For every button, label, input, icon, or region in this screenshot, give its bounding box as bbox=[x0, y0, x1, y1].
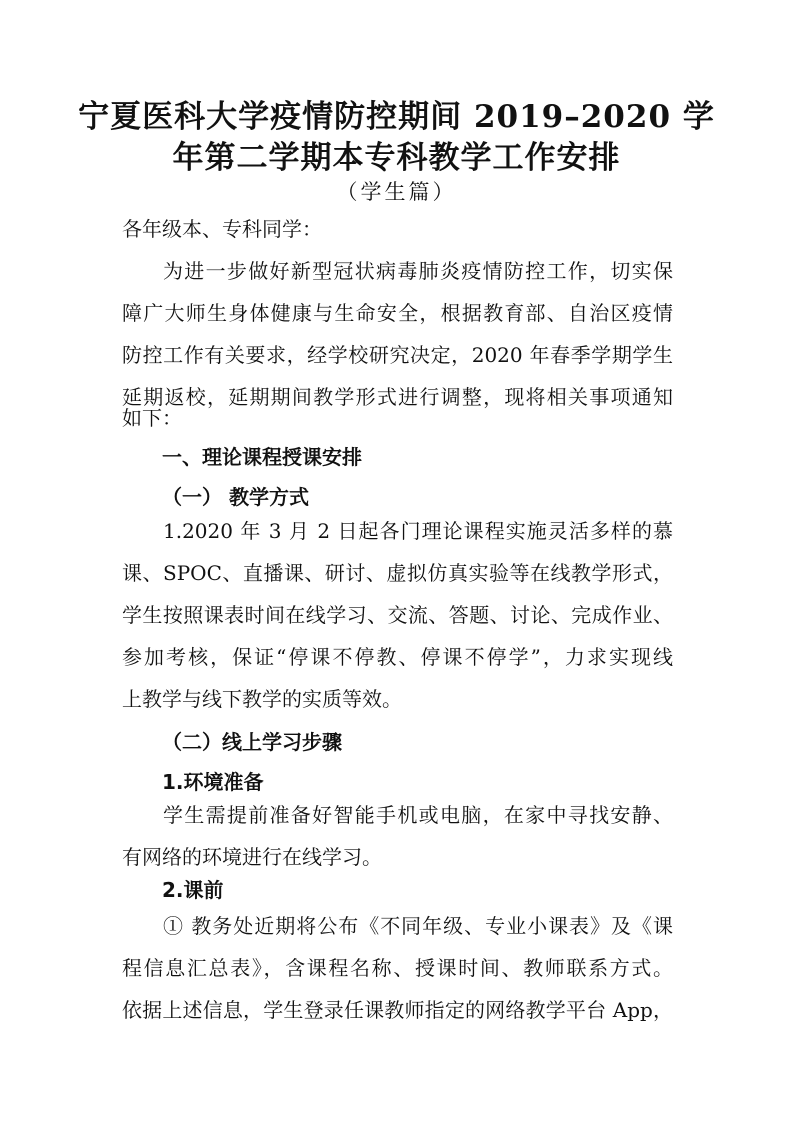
step-heading-2: 2.课前 bbox=[162, 878, 224, 902]
teaching-method-line: 参加考核，保证“停课不停教、停课不停学”，力求实现线 bbox=[122, 645, 673, 669]
intro-line: 防控工作有关要求，经学校研究决定，2020 年春季学期学生 bbox=[122, 343, 673, 367]
document-subtitle: （学生篇） bbox=[336, 180, 457, 204]
document-title-line-2: 年第二学期本专科教学工作安排 bbox=[172, 140, 621, 176]
before-class-line: 程信息汇总表》，含课程名称、授课时间、教师联系方式。 bbox=[122, 956, 673, 980]
salutation: 各年级本、专科同学： bbox=[122, 217, 322, 241]
before-class-line: 依据上述信息，学生登录任课教师指定的网络教学平台 App， bbox=[122, 998, 673, 1022]
teaching-method-line: 学生按照课表时间在线学习、交流、答题、讨论、完成作业、 bbox=[122, 603, 673, 627]
subsection-heading-1: （一） 教学方式 bbox=[162, 485, 309, 509]
environment-line: 有网络的环境进行在线学习。 bbox=[122, 845, 382, 869]
teaching-method-line: 1.2020 年 3 月 2 日起各门理论课程实施灵活多样的慕 bbox=[163, 519, 673, 543]
teaching-method-line: 课、SPOC、直播课、研讨、虚拟仿真实验等在线教学形式， bbox=[122, 561, 673, 585]
intro-line: 延期返校，延期期间教学形式进行调整，现将相关事项通知 bbox=[122, 385, 673, 409]
section-heading-1: 一、理论课程授课安排 bbox=[162, 445, 362, 469]
environment-line: 学生需提前准备好智能手机或电脑，在家中寻找安静、 bbox=[163, 803, 673, 827]
teaching-method-line: 上教学与线下教学的实质等效。 bbox=[122, 687, 402, 711]
intro-line: 为进一步做好新型冠状病毒肺炎疫情防控工作，切实保 bbox=[163, 259, 673, 283]
intro-line: 障广大师生身体健康与生命安全，根据教育部、自治区疫情 bbox=[122, 301, 673, 325]
document-title-line-1: 宁夏医科大学疫情防控期间 2019–2020 学 bbox=[78, 99, 715, 135]
before-class-line: ① 教务处近期将公布《不同年级、专业小课表》及《课 bbox=[163, 914, 673, 938]
subsection-heading-2: （二）线上学习步骤 bbox=[162, 730, 342, 754]
intro-line: 如下： bbox=[122, 406, 182, 430]
step-heading-1: 1.环境准备 bbox=[162, 770, 264, 794]
